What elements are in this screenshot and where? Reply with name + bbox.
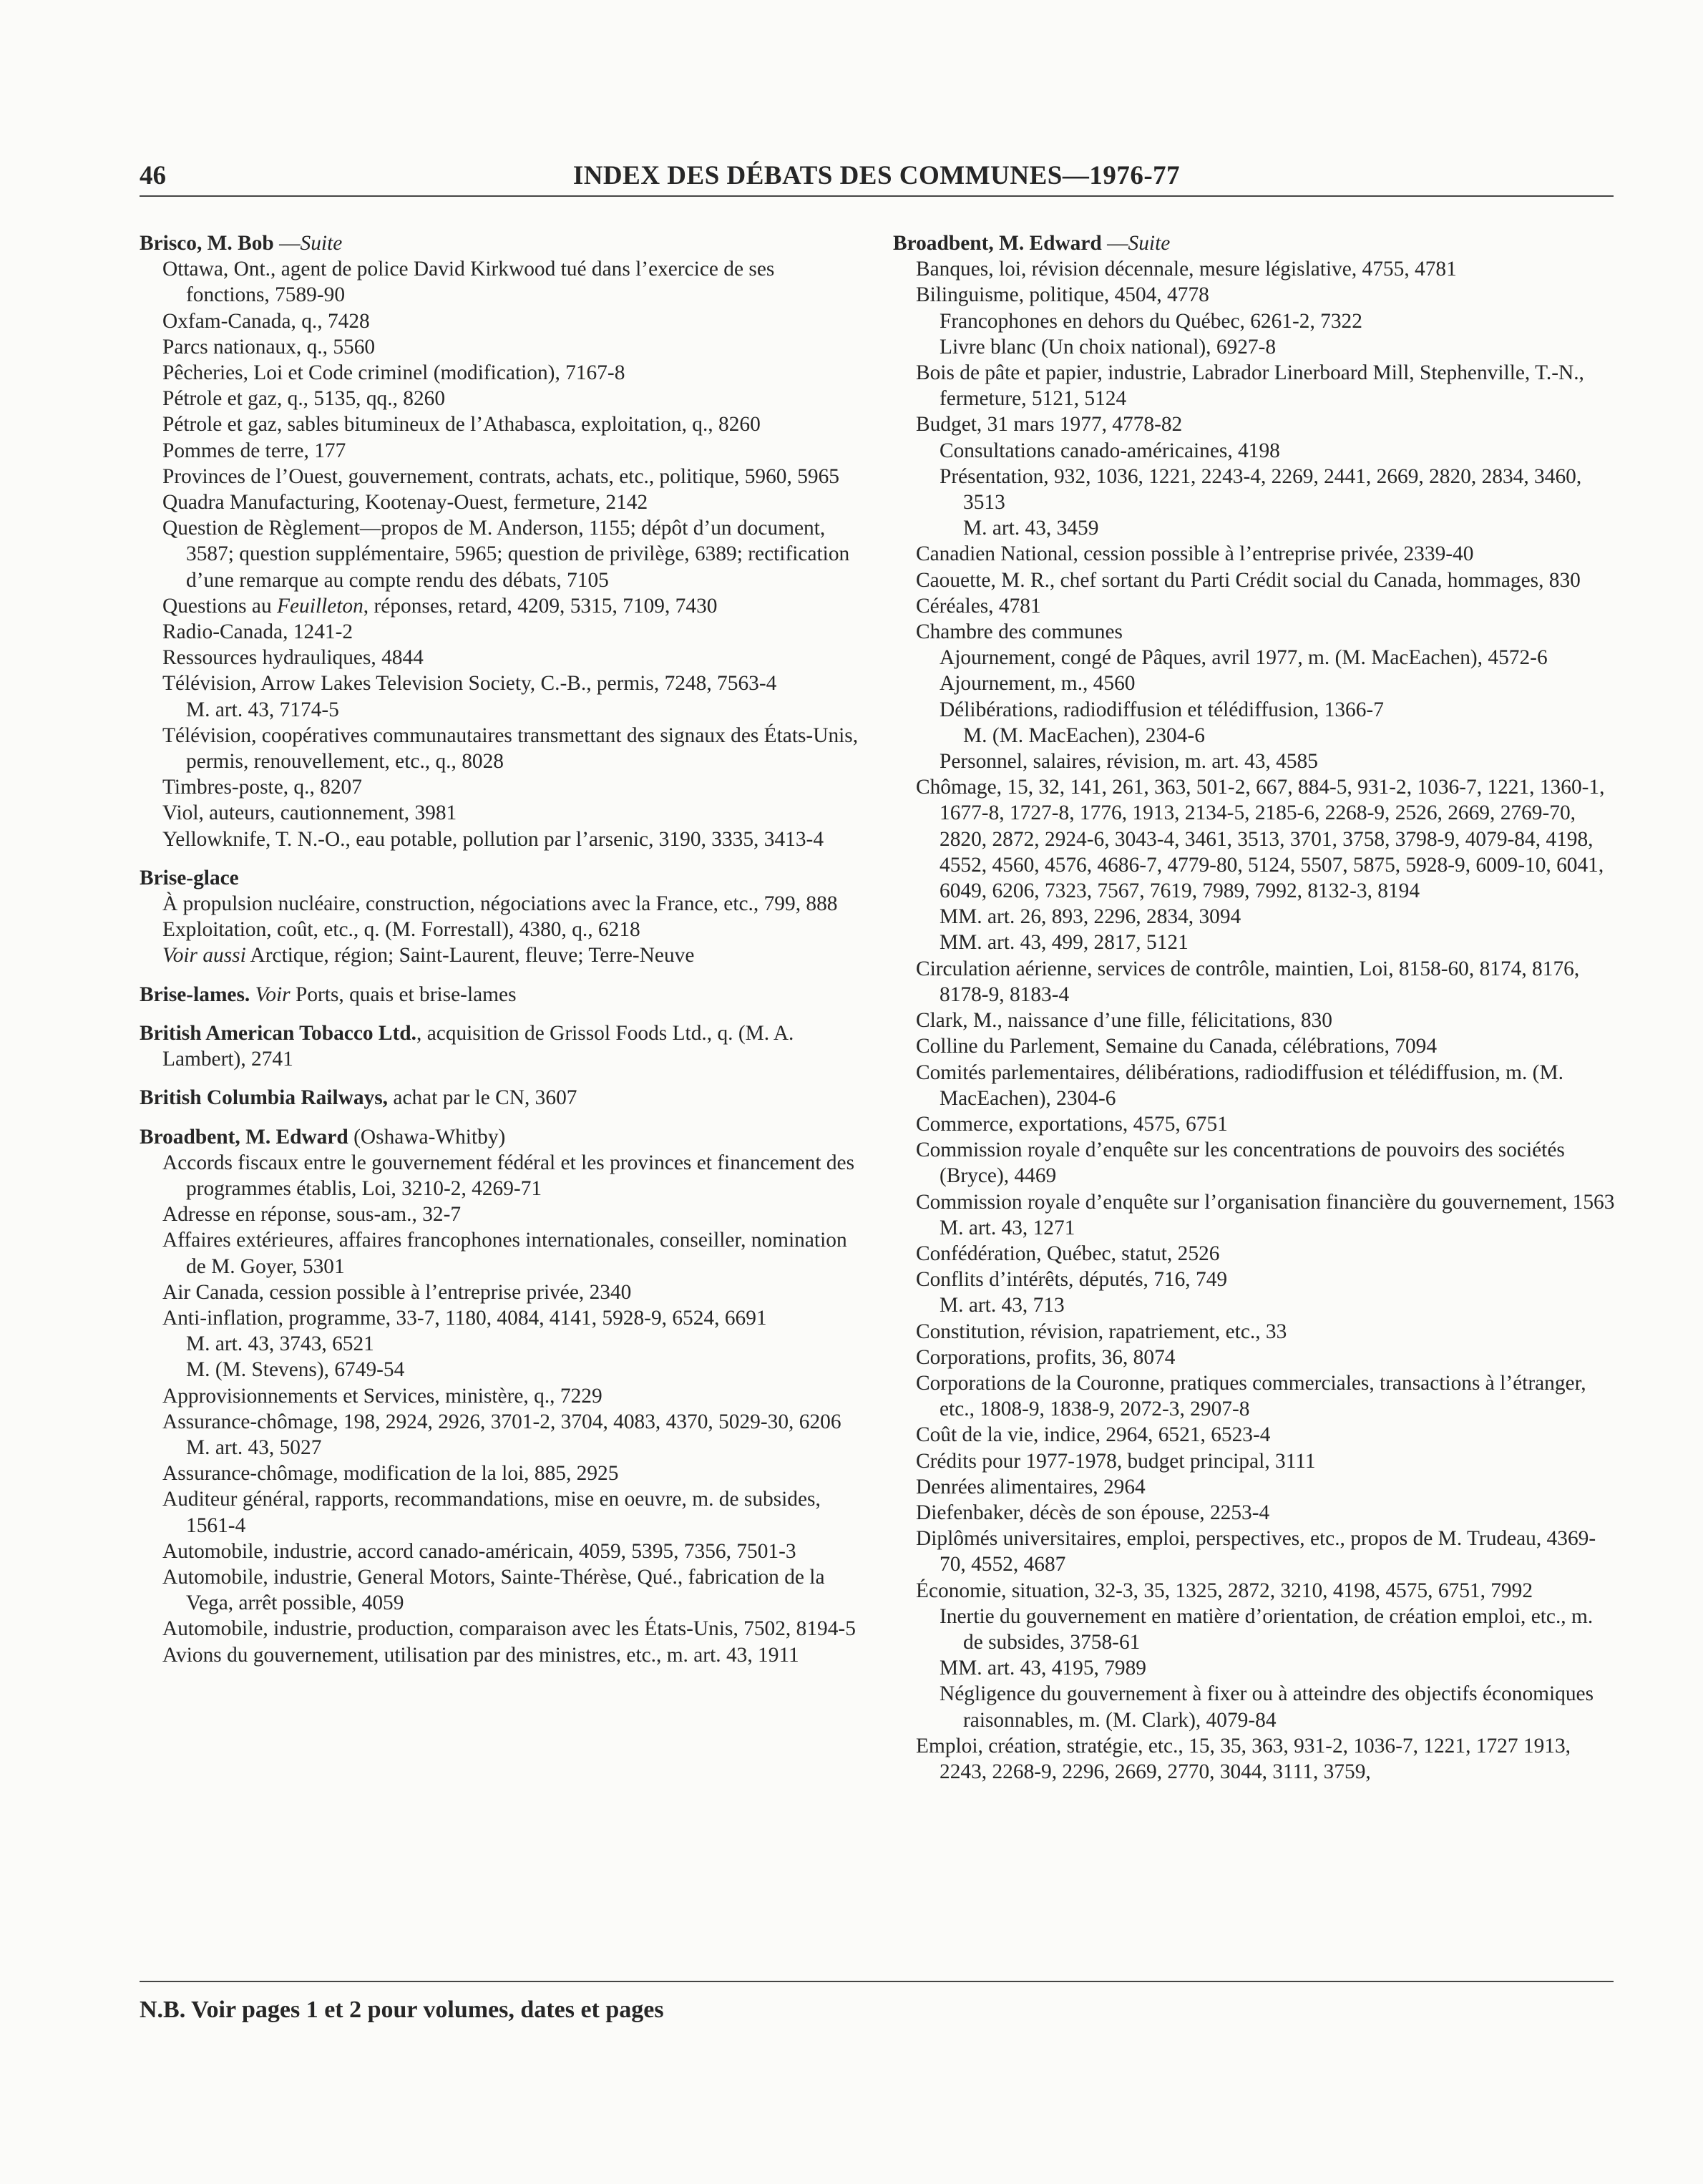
page-header [140,160,1614,199]
index-entry [893,645,1616,671]
index-entry [140,308,862,334]
entry-text: Automobile, industrie, accord canado-américain, 4059, 5395, 7356, 7501-3 [162,1539,796,1563]
entry-text: Yellowknife, T. N.-O., eau potable, pollution par l’arsenic, 3190, 3335, 3413-4 [162,827,824,851]
index-entry [893,593,1616,619]
entry-text: Comités parlementaires, délibérations, radiodiffusion et télédiffusion, m. (M. MacEachen), 2304-6 [916,1061,1563,1110]
entry-text: Ressources hydrauliques, 4844 [162,646,424,670]
index-entry [893,1215,1616,1241]
entry-text: Anti-inflation, programme, 33-7, 1180, 4084, 4141, 5928-9, 6524, 6691 [162,1306,767,1330]
entry-text: Exploitation, coût, etc., q. (M. Forrestall), 4380, q., 6218 [162,918,640,942]
entry-heading: Brisco, M. Bob [140,232,274,255]
entry-text: achat par le CN, 3607 [388,1086,577,1110]
index-entry [893,541,1616,567]
entry-text: Canadien National, cession possible à l’entreprise privée, 2339-40 [916,542,1474,566]
index-heading [140,1020,862,1072]
index-entry [140,827,862,852]
index-heading: Brisco, M. Bob —Suite [140,232,343,255]
header-rule [140,195,1614,197]
entry-text: Auditeur général, rapports, recommandations, mise en oeuvre, m. de subsides, 1561-4 [162,1488,821,1537]
index-entry [140,1616,862,1642]
left-column [140,230,862,1668]
entry-text: Coût de la vie, indice, 2964, 6521, 6523-4 [916,1423,1271,1447]
entry-text: MM. art. 43, 4195, 7989 [940,1657,1146,1680]
index-entry [893,1033,1616,1059]
index-entry [140,619,862,645]
entry-text: Céréales, 4781 [916,594,1041,618]
entry-text: M. art. 43, 5027 [186,1435,322,1459]
index-entry [140,1486,862,1538]
index-entry: Questions au Feuilleton, réponses, retard, 4209, 5315, 7109, 7430 [162,594,718,618]
index-heading [140,865,862,891]
entry-text: Bois de pâte et papier, industrie, Labrador Linerboard Mill, Stephenville, T.-N., fermeture, 5121, 5124 [916,361,1584,411]
entry-text: Emploi, création, stratégie, etc., 15, 35, 363, 931-2, 1036-7, 1221, 1727 1913, 2243, 2268-9, 2296, 2669, 2770, 3044, 3111, 3759, [916,1734,1571,1783]
entry-text: Pétrole et gaz, sables bitumineux de l’Athabasca, exploitation, q., 8260 [162,413,761,437]
entry-text: Clark, M., naissance d’une fille, félicitations, 830 [916,1009,1332,1033]
index-entry [140,360,862,386]
index-entry [893,671,1616,696]
entry-text: Ajournement, m., 4560 [940,672,1136,696]
entry-text: MM. art. 43, 499, 2817, 5121 [940,931,1189,955]
entry-text: Pétrole et gaz, q., 5135, qq., 8260 [162,387,446,411]
index-entry [140,723,862,774]
entry-text: Corporations, profits, 36, 8074 [916,1345,1176,1369]
index-entry [140,1331,862,1357]
index-entry [140,1564,862,1616]
index-entry [893,1137,1616,1189]
index-entry [140,1357,862,1383]
index-entry [893,515,1616,541]
entry-text: Bilinguisme, politique, 4504, 4778 [916,283,1209,307]
index-entry [893,697,1616,723]
index-entry [893,438,1616,464]
entry-text: MM. art. 26, 893, 2296, 2834, 3094 [940,905,1241,929]
index-entry [893,1189,1616,1215]
entry-text: Diplômés universitaires, emploi, perspectives, etc., propos de M. Trudeau, 4369-70, 4552, 4687 [916,1527,1596,1576]
index-heading: Broadbent, M. Edward —Suite [893,232,1171,255]
entry-text: Conflits d’intérêts, députés, 716, 749 [916,1268,1228,1292]
index-entry [893,619,1616,645]
entry-text: , acquisition de Grissol Foods Ltd., q. (M. A. Lambert), 2741 [162,1021,794,1071]
index-entry [140,800,862,826]
index-entry [140,942,862,968]
entry-text: Banques, loi, révision décennale, mesure législative, 4755, 4781 [916,258,1457,281]
entry-heading: British Columbia Railways, [140,1086,389,1110]
index-entry [140,1642,862,1668]
entry-text: Constitution, révision, rapatriement, etc., 33 [916,1320,1287,1343]
entry-text: À propulsion nucléaire, construction, négociations avec la France, etc., 799, 888 [162,892,838,916]
entry-text: M. art. 43, 3743, 6521 [186,1332,374,1356]
index-entry [893,904,1616,930]
index-entry [140,386,862,411]
entry-text: Approvisionnements et Services, ministère, q., 7229 [162,1384,602,1408]
entry-text: Viol, auteurs, cautionnement, 3981 [162,801,457,825]
index-entry [893,1526,1616,1577]
entry-text: Oxfam-Canada, q., 7428 [162,309,370,333]
entry-text: Corporations de la Couronne, pratiques commerciales, transactions à l’étranger, etc., 1808-9, 1838-9, 2072-3, 2907-8 [916,1371,1586,1421]
entry-text: Assurance-chômage, 198, 2924, 2926, 3701-2, 3704, 4083, 4370, 5029-30, 6206 [162,1410,841,1433]
index-entry [140,1279,862,1305]
entry-text: , réponses, retard, 4209, 5315, 7109, 7430 [363,594,718,618]
right-column [893,230,1616,1785]
entry-text: Quadra Manufacturing, Kootenay-Ouest, fermeture, 2142 [162,491,648,515]
index-entry [140,1435,862,1461]
index-entry [893,411,1616,437]
entry-text: (Oshawa-Whitby) [348,1125,506,1149]
index-entry [893,1681,1616,1732]
index-entry [893,1008,1616,1033]
entry-text: Parcs nationaux, q., 5560 [162,335,376,359]
index-entry [893,930,1616,955]
index-entry [893,723,1616,749]
entry-text: Accords fiscaux entre le gouvernement fédéral et les provinces et financement des programmes établis, Loi, 3210-2, 4269-71 [162,1151,855,1200]
index-entry [893,956,1616,1008]
entry-italic: Suite [300,232,343,255]
index-entry [140,891,862,917]
index-entry [140,774,862,800]
entry-text: Provinces de l’Ouest, gouvernement, contrats, achats, etc., politique, 5960, 5965 [162,464,839,488]
entry-text: Affaires extérieures, affaires francophones internationales, conseiller, nomination de M. Goyer, 5301 [162,1229,847,1278]
entry-text: Chômage, 15, 32, 141, 261, 363, 501-2, 667, 884-5, 931-2, 1036-7, 1221, 1360-1, 1677-8, 1727-8, 1776, 1913, 2134-5, 2185-6, 2268-9, 2526, 2669, 2769-70, 2820, 2872, 2924-6, 3043-4, 3461, 3513, 3701, 3758, 3798-9, 4079-84, 4198, 4552, 4560, 4576, 4686-7, 4779-80, 5124, 5507, 5875, 5928-9, 6009-10, 6041, 6049, 6206, 7323, 7567, 7619, 7989, 7992, 8132-3, 8194 [916,776,1605,903]
entry-italic: Feuilleton [277,594,363,618]
index-entry [140,1383,862,1409]
index-entry [140,1461,862,1486]
index-entry [893,1241,1616,1267]
index-entry [140,334,862,360]
entry-text: Télévision, Arrow Lakes Television Society, C.-B., permis, 7248, 7563-4 [162,672,777,696]
entry-text: Économie, situation, 32-3, 35, 1325, 2872, 3210, 4198, 4575, 6751, 7992 [916,1579,1533,1602]
index-entry [893,1370,1616,1422]
index-entry [893,360,1616,411]
footer-rule [140,1981,1614,1982]
index-heading [140,1124,862,1150]
entry-text: Francophones en dehors du Québec, 6261-2, 7322 [940,309,1362,333]
entry-text: M. (M. MacEachen), 2304-6 [963,723,1205,747]
index-entry [893,1345,1616,1370]
entry-heading: Broadbent, M. Edward [893,232,1102,255]
entry-italic: Voir [255,983,291,1006]
entry-heading: British American Tobacco Ltd. [140,1021,416,1045]
index-entry [893,1319,1616,1345]
index-entry [893,749,1616,774]
index-entry [893,464,1616,515]
index-heading [140,1085,862,1111]
entry-text: Air Canada, cession possible à l’entreprise privée, 2340 [162,1280,632,1304]
entry-text: Consultations canado-américaines, 4198 [940,439,1280,462]
index-entry [140,438,862,464]
entry-text: Question de Règlement—propos de M. Anderson, 1155; dépôt d’un document, 3587; question supplémentaire, 5965; question de privilège, 6389; rectification d’une remarque au compte rendu des débats, 7105 [162,517,850,592]
index-entry [140,697,862,723]
index-entry [893,1422,1616,1448]
index-entry [140,256,862,308]
index-entry [893,282,1616,308]
entry-heading: Brise-glace [140,866,239,889]
entry-text: Pêcheries, Loi et Code criminel (modification), 7167-8 [162,361,625,385]
entry-text: Budget, 31 mars 1977, 4778-82 [916,413,1183,437]
entry-text: Diefenbaker, décès de son épouse, 2253-4 [916,1501,1270,1524]
index-entry [140,515,862,593]
index-entry [893,256,1616,282]
index-entry [893,1060,1616,1111]
entry-text: Radio-Canada, 1241-2 [162,620,353,644]
entry-text: M. art. 43, 713 [940,1294,1065,1317]
entry-text: Pommes de terre, 177 [162,439,346,462]
entry-text: Adresse en réponse, sous-am., 32-7 [162,1203,462,1227]
entry-text: Commission royale d’enquête sur l’organisation financière du gouvernement, 1563 [916,1190,1615,1214]
index-entry [893,774,1616,904]
entry-text: M. art. 43, 3459 [963,517,1099,540]
index-entry [893,1604,1616,1655]
index-entry [893,308,1616,334]
entry-text: Chambre des communes [916,620,1123,644]
index-entry [140,464,862,489]
entry-text: Avions du gouvernement, utilisation par des ministres, etc., m. art. 43, 1911 [162,1643,799,1667]
index-entry [140,671,862,696]
entry-text: Présentation, 932, 1036, 1221, 2243-4, 2269, 2441, 2669, 2820, 2834, 3460, 3513 [940,464,1582,515]
entry-italic: Suite [1128,232,1171,255]
entry-italic: Voir aussi [162,944,246,967]
entry-heading: Broadbent, M. Edward [140,1125,348,1149]
index-entry [893,334,1616,360]
index-heading [140,982,862,1008]
entry-text: Caouette, M. R., chef sortant du Parti Crédit social du Canada, hommages, 830 [916,568,1581,592]
index-entry [893,1733,1616,1785]
entry-text: Livre blanc (Un choix national), 6927-8 [940,335,1277,359]
entry-text: Assurance-chômage, modification de la loi, 885, 2925 [162,1462,619,1486]
entry-text: Commerce, exportations, 4575, 6751 [916,1112,1228,1136]
entry-text: Colline du Parlement, Semaine du Canada, célébrations, 7094 [916,1035,1438,1058]
index-entry [140,645,862,671]
index-entry [140,1539,862,1564]
entry-text: Arctique, région; Saint-Laurent, fleuve; Terre-Neuve [245,944,695,967]
entry-text: Circulation aérienne, services de contrôle, maintien, Loi, 8158-60, 8174, 8176, 8178-9, 8183-4 [916,957,1580,1006]
entry-text: Timbres-poste, q., 8207 [162,776,362,799]
index-entry [140,1227,862,1279]
entry-text: Automobile, industrie, production, comparaison avec les États-Unis, 7502, 8194-5 [162,1617,856,1641]
index-entry [893,1448,1616,1474]
index-entry [893,1267,1616,1292]
entry-text: Denrées alimentaires, 2964 [916,1475,1146,1498]
index-entry [893,1292,1616,1318]
index-entry [893,1578,1616,1604]
entry-text: Crédits pour 1977-1978, budget principal, 3111 [916,1449,1316,1473]
entry-text: Automobile, industrie, General Motors, Sainte-Thérèse, Qué., fabrication de la Vega, arrêt possible, 4059 [162,1565,825,1615]
page-number: 46 [140,161,166,190]
entry-text: M. art. 43, 7174-5 [186,698,339,721]
index-entry [893,567,1616,593]
entry-text: Inertie du gouvernement en matière d’orientation, de création emploi, etc., m. de subsides, 3758-61 [940,1604,1594,1654]
entry-text: Commission royale d’enquête sur les concentrations de pouvoirs des sociétés (Bryce), 4469 [916,1139,1565,1188]
page-title: INDEX DES DÉBATS DES COMMUNES—1976-77 [572,161,1181,190]
entry-text: Négligence du gouvernement à fixer ou à atteindre des objectifs économiques raisonnables, m. (M. Clark), 4079-84 [940,1682,1594,1732]
entry-text: M. (M. Stevens), 6749-54 [186,1358,405,1382]
index-entry [140,917,862,942]
index-entry [140,1150,862,1201]
index-entry [893,1474,1616,1500]
entry-text: Télévision, coopératives communautaires transmettant des signaux des États-Unis, permis, renouvellement, etc., q., 8028 [162,723,859,774]
index-entry [893,1655,1616,1681]
index-entry [140,1305,862,1331]
entry-text: Ajournement, congé de Pâques, avril 1977, m. (M. MacEachen), 4572-6 [940,646,1548,670]
entry-text: Confédération, Québec, statut, 2526 [916,1242,1220,1265]
entry-text: Ports, quais et brise-lames [290,983,517,1006]
index-entry [140,1409,862,1435]
index-entry [893,1111,1616,1137]
index-entry [140,1201,862,1227]
entry-text: Personnel, salaires, révision, m. art. 43, 4585 [940,750,1318,774]
entry-text: M. art. 43, 1271 [940,1216,1075,1239]
index-entry [893,1500,1616,1526]
footer-note: N.B. Voir pages 1 et 2 pour volumes, dates et pages [140,1997,664,2023]
entry-heading: Brise-lames. [140,983,250,1006]
entry-text: Ottawa, Ont., agent de police David Kirkwood tué dans l’exercice de ses fonctions, 7589-90 [162,258,775,307]
entry-text: Délibérations, radiodiffusion et télédiffusion, 1366-7 [940,698,1384,721]
index-entry [140,411,862,437]
index-entry [140,489,862,515]
